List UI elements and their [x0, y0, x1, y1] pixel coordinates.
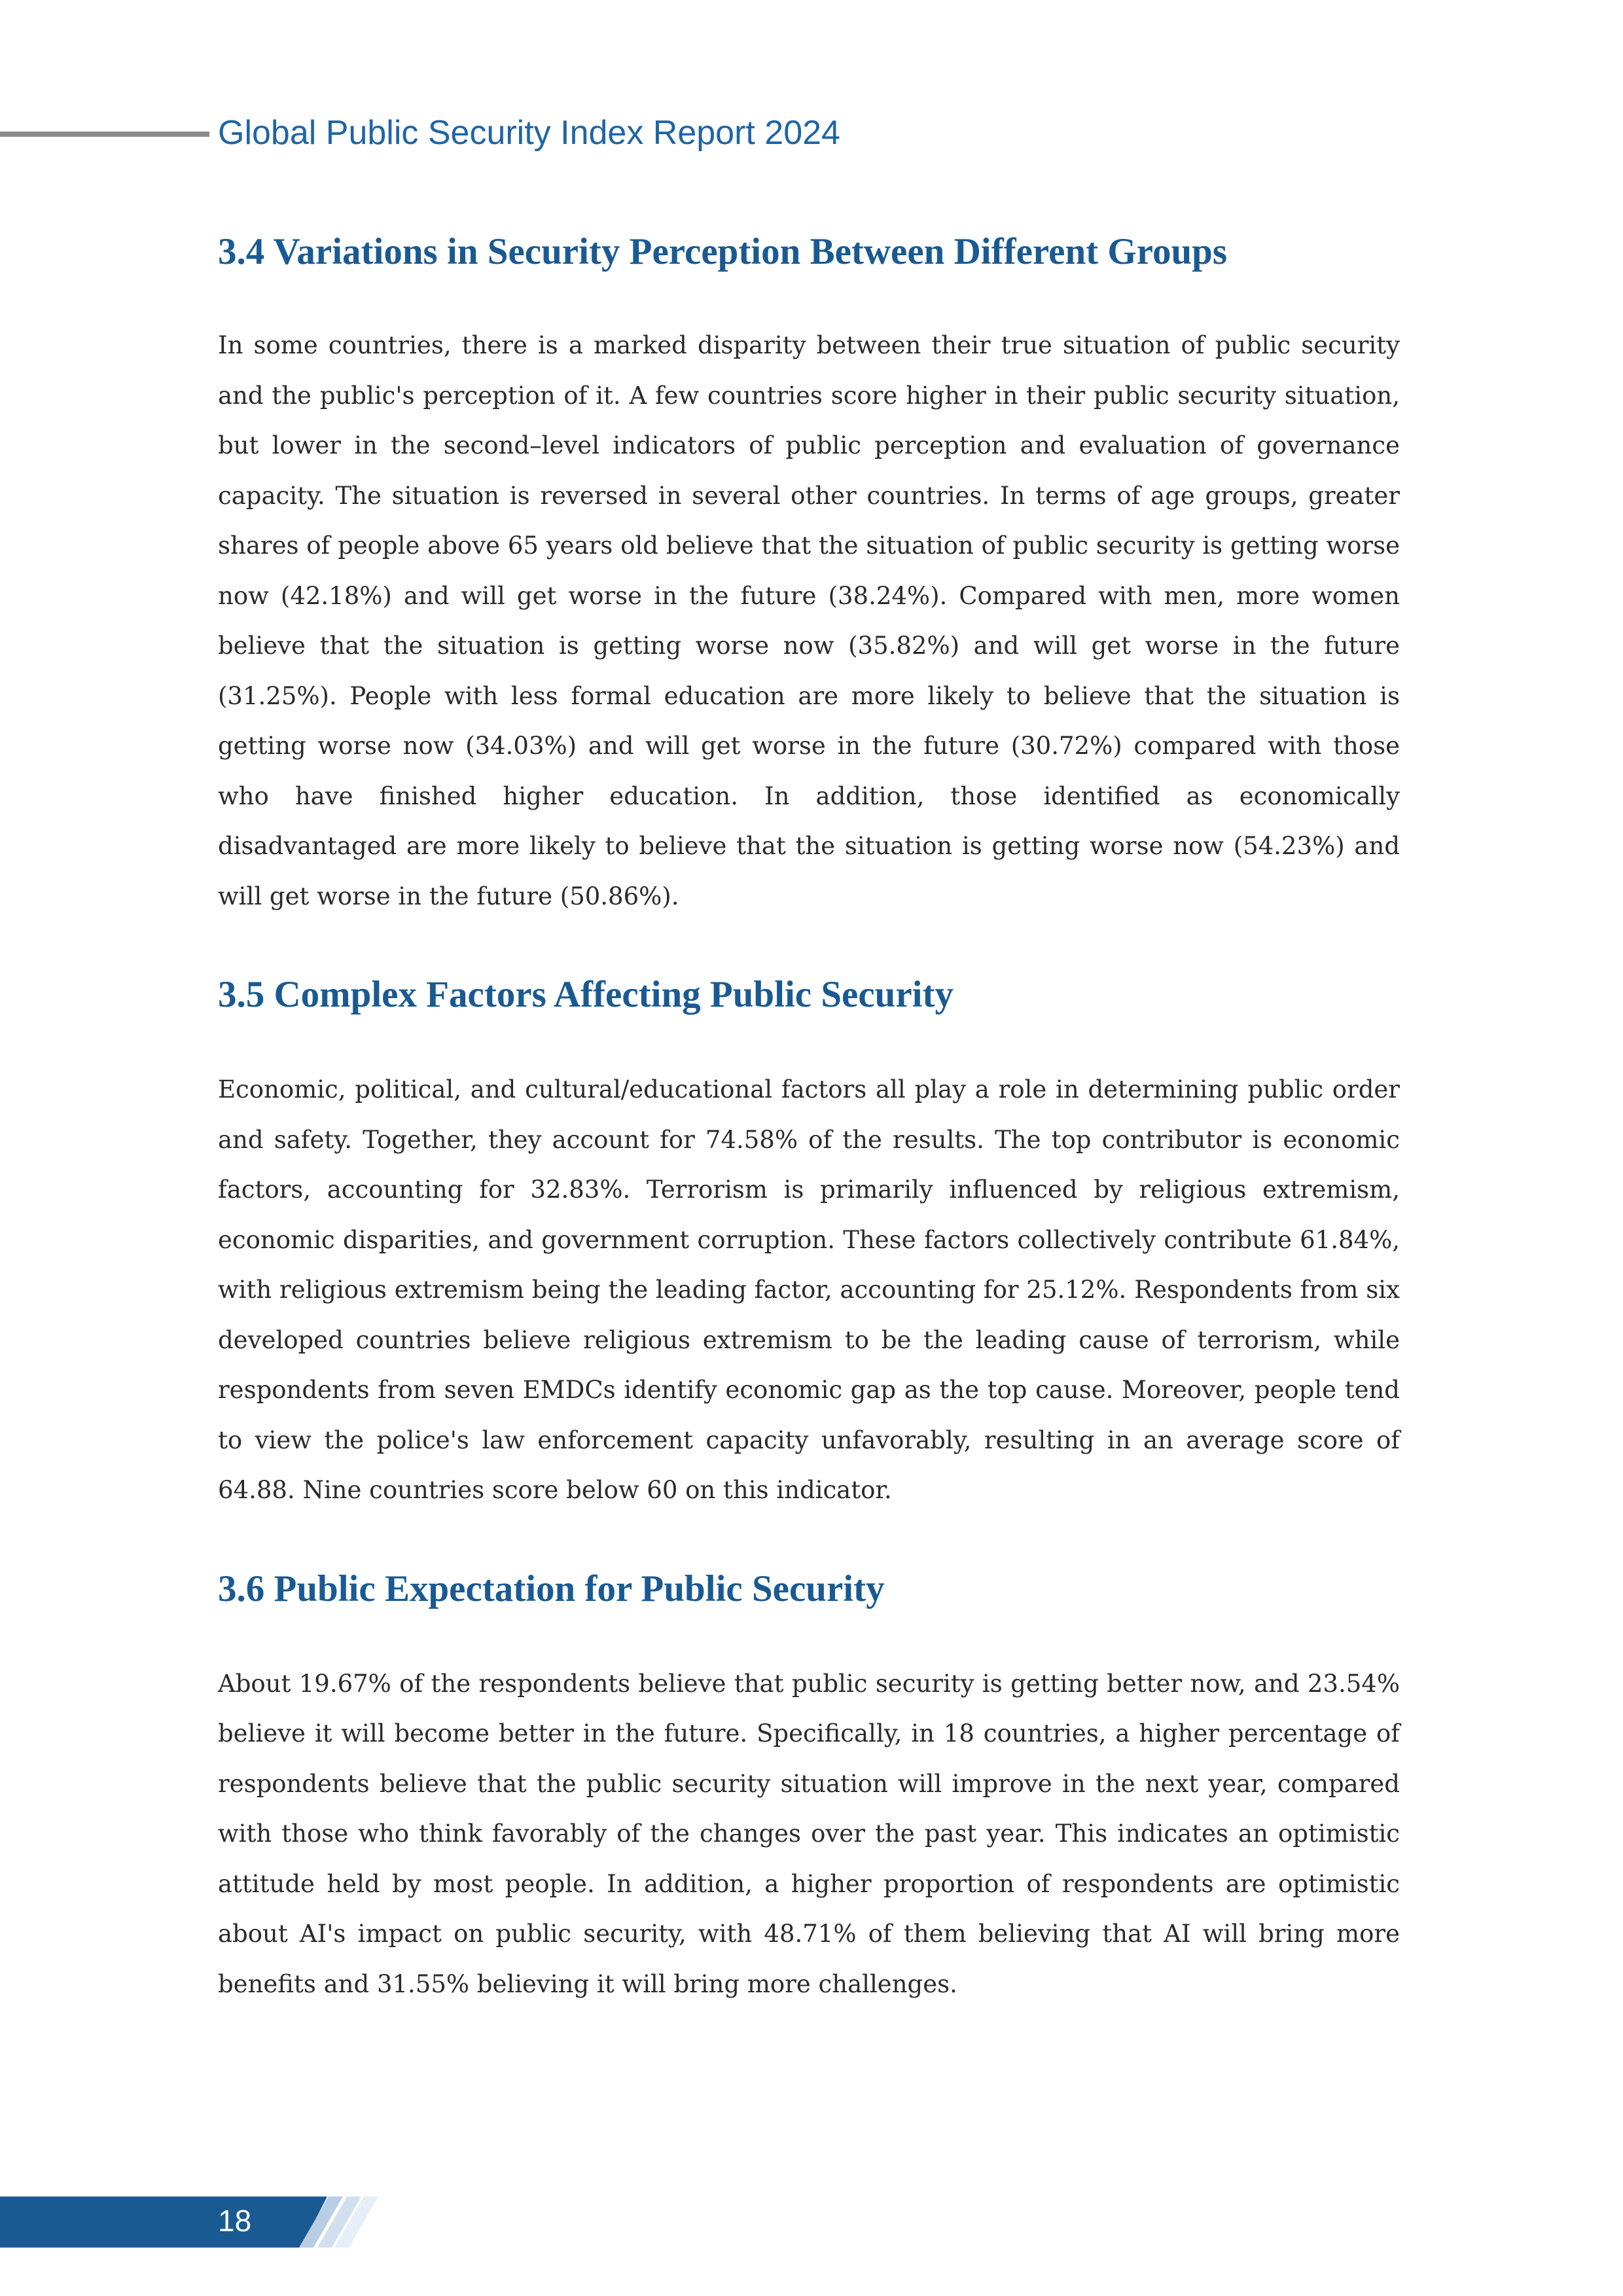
section-3-5	[218, 971, 1400, 1516]
page-number: 18	[218, 2204, 252, 2238]
section-3-6	[218, 1565, 1400, 2010]
section-paragraph: In some countries, there is a marked disparity between their true situation of public security and the public's perception of it. A few countries score higher in their public security situation, but lower in the second–level indicators of public perception and evaluation of governance capacity. The situation is reversed in several other countries. In terms of age groups, greater shares of people above 65 years old believe that the situation of public security is getting worse now (42.18%) and will get worse in the future (38.24%). Compared with men, more women believe that the situation is getting worse now (35.82%) and will get worse in the future (31.25%). People with less formal education are more likely to believe that the situation is getting worse now (34.03%) and will get worse in the future (30.72%) compared with those who have finished higher education. In addition, those identified as economically disadvantaged are more likely to believe that the situation is getting worse now (54.23%) and will get worse in the future (50.86%).	[218, 331, 1400, 910]
footer-bar	[0, 2197, 327, 2248]
section-heading: 3.5 Complex Factors Affecting Public Security	[218, 974, 954, 1016]
header-rule	[0, 132, 209, 137]
running-header-title: Global Public Security Index Report 2024	[218, 114, 840, 152]
section-paragraph: About 19.67% of the respondents believe that public security is getting better now, and 23.54% believe it will become better in the future. Specifically, in 18 countries, a higher percentage of respondents believe that the public security situation will improve in the next year, compared with those who think favorably of the changes over the past year. This indicates an optimistic attitude held by most people. In addition, a higher proportion of respondents are optimistic about AI's impact on public security, with 48.71% of them believing that AI will bring more benefits and 31.55% believing it will bring more challenges.	[218, 1669, 1400, 1998]
page-content	[218, 196, 1400, 2009]
section-heading: 3.4 Variations in Security Perception Between Different Groups	[218, 231, 1228, 272]
section-heading: 3.6 Public Expectation for Public Security	[218, 1568, 885, 1609]
section-paragraph: Economic, political, and cultural/educational factors all play a role in determining public order and safety. Together, they account for 74.58% of the results. The top contributor is economic factors, accounting for 32.83%. Terrorism is primarily influenced by religious extremism, economic disparities, and government corruption. These factors collectively contribute 61.84%, with religious extremism being the leading factor, accounting for 25.12%. Respondents from six developed countries believe religious extremism to be the leading cause of terrorism, while respondents from seven EMDCs identify economic gap as the top cause. Moreover, people tend to view the police's law enforcement capacity unfavorably, resulting in an average score of 64.88. Nine countries score below 60 on this indicator.	[218, 1075, 1400, 1505]
section-3-4	[218, 228, 1400, 922]
